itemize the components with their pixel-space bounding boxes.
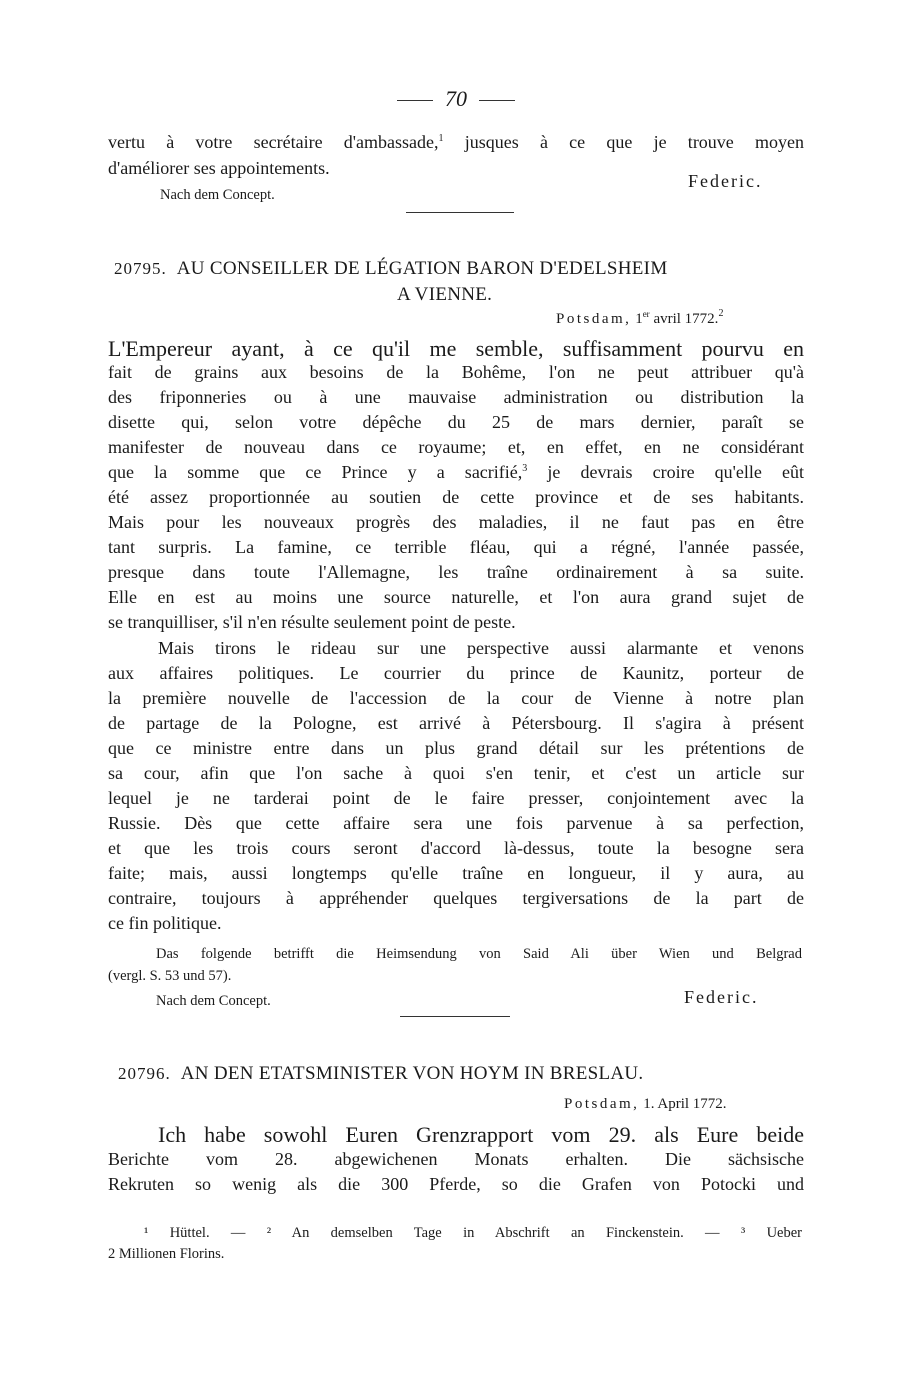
signature: Federic. — [684, 987, 759, 1007]
text-line: sa cour, afin que l'on sache à quoi s'en tenir, et c'est un article sur — [108, 763, 804, 783]
footnote-marker: 3 — [522, 463, 528, 474]
dateline-sup: er — [642, 309, 650, 319]
text-line: aux affaires politiques. Le courrier du prince de Kaunitz, porteur de — [108, 663, 804, 683]
paragraph-first-line: L'Empereur ayant, à ce qu'il me semble, suffisamment pourvu en — [108, 336, 804, 361]
dateline — [564, 1096, 727, 1113]
paragraph-first-line: Ich habe sowohl Euren Grenzrapport vom 29. als Eure beide — [158, 1122, 804, 1147]
text-line: ce fin politique. — [108, 913, 222, 933]
letter-title: AN DEN ETATSMINISTER VON HOYM IN BRESLAU. — [180, 1063, 644, 1084]
letter-number: 20795. — [114, 259, 167, 278]
dateline-place: Potsdam, — [564, 1096, 640, 1112]
text-line: manifester de nouveau dans ce royaume; et, en effet, en ne considérant — [108, 437, 804, 457]
text-segment: je devrais croire qu'elle eût — [547, 462, 805, 482]
separator-rule — [400, 1016, 510, 1017]
letter-heading — [118, 1063, 643, 1085]
text-segment: vertu à votre secrétaire d'ambassade, — [108, 132, 439, 152]
letter-title: AU CONSEILLER DE LÉGATION BARON D'EDELSHEIM — [176, 258, 668, 279]
dateline-day: 1 — [635, 311, 643, 327]
text-line: Rekruten so wenig als die 300 Pferde, so die Grafen von Potocki und — [108, 1174, 804, 1194]
separator-rule — [406, 212, 514, 213]
dateline-place: Potsdam, — [556, 311, 632, 327]
text-line — [108, 336, 804, 362]
dateline-date: avril 1772. — [653, 311, 719, 327]
text-line: été assez proportionnée au soutien de cette province et de ses habitants. — [108, 487, 804, 507]
text-segment: que la somme que ce Prince y a sacrifié, — [108, 462, 523, 482]
text-line: disette qui, selon votre dépêche du 25 de mars dernier, paraît se — [108, 412, 804, 432]
letter-number: 20796. — [118, 1064, 171, 1083]
text-line: Berichte vom 28. abgewichenen Monats erhalten. Die sächsische — [108, 1149, 804, 1169]
text-line: la première nouvelle de l'accession de la cour de Vienne à notre plan — [108, 688, 804, 708]
footnote-marker: 2 — [718, 308, 724, 319]
text-line: que ce ministre entre dans un plus grand détail sur les prétentions de — [108, 738, 804, 758]
dateline — [556, 308, 723, 328]
signature: Federic. — [688, 171, 763, 191]
text-segment: jusques à ce que je trouve moyen — [464, 132, 805, 152]
letter-title-line2: A VIENNE. — [397, 284, 493, 305]
text-line: Mais pour les nouveaux progrès des maladies, il ne faut pas en être — [108, 512, 804, 532]
text-line: tant surpris. La famine, ce terrible fléau, qui a régné, l'année passée, — [108, 537, 804, 557]
text-line: contraire, toujours à appréhender quelques tergiversations de la part de — [108, 888, 804, 908]
footnote-marker: ¹ — [144, 1225, 149, 1241]
text-line: d'améliorer ses appointements. — [108, 158, 330, 178]
text-line: presque dans toute l'Allemagne, les traîne ordinairement à sa suite. — [108, 562, 804, 582]
text-line: se tranquilliser, s'il n'en résulte seulement point de peste. — [108, 612, 516, 632]
text-line: des friponneries ou à une mauvaise administration ou distribution la — [108, 387, 804, 407]
page — [108, 0, 804, 1392]
text-line: fait de grains aux besoins de la Bohême, l'on ne peut attribuer qu'à — [108, 362, 804, 382]
footnote-text: Hüttel. — ² An demselben Tage in Abschrift an Finckenstein. — ³ Ueber — [169, 1225, 802, 1241]
dateline-date: 1. April 1772. — [643, 1096, 727, 1112]
page-number-dash-right — [479, 100, 515, 101]
text-line: Russie. Dès que cette affaire sera une fois parvenue à sa perfection, — [108, 813, 804, 833]
text-line: faite; mais, aussi longtemps qu'elle traîne en longueur, il y aura, au — [108, 863, 804, 883]
text-line: Mais tirons le rideau sur une perspective aussi alarmante et venons — [158, 638, 804, 658]
text-line — [108, 132, 804, 153]
source-note: Nach dem Concept. — [156, 993, 271, 1009]
page-number-text: 70 — [445, 86, 467, 111]
text-line: et que les trois cours seront d'accord là-dessus, toute la besogne sera — [108, 838, 804, 858]
text-line — [108, 462, 804, 483]
footnote-marker: 1 — [438, 133, 444, 144]
page-number-dash-left — [397, 100, 433, 101]
text-line: lequel je ne tarderai point de le faire presser, conjointement avec la — [108, 788, 804, 808]
footnote-line: 2 Millionen Florins. — [108, 1246, 225, 1262]
text-line: Elle en est au moins une source naturelle, et l'on aura grand sujet de — [108, 587, 804, 607]
text-line — [108, 1122, 804, 1148]
editorial-note: Das folgende betrifft die Heimsendung von Said Ali über Wien und Belgrad — [156, 946, 802, 962]
source-note: Nach dem Concept. — [160, 187, 275, 203]
editorial-note-line2: (vergl. S. 53 und 57). — [108, 968, 232, 984]
page-number — [108, 86, 804, 112]
text-line: de partage de la Pologne, est arrivé à Pétersbourg. Il s'agira à présent — [108, 713, 804, 733]
footnote-line — [144, 1225, 802, 1242]
letter-heading — [114, 258, 668, 280]
